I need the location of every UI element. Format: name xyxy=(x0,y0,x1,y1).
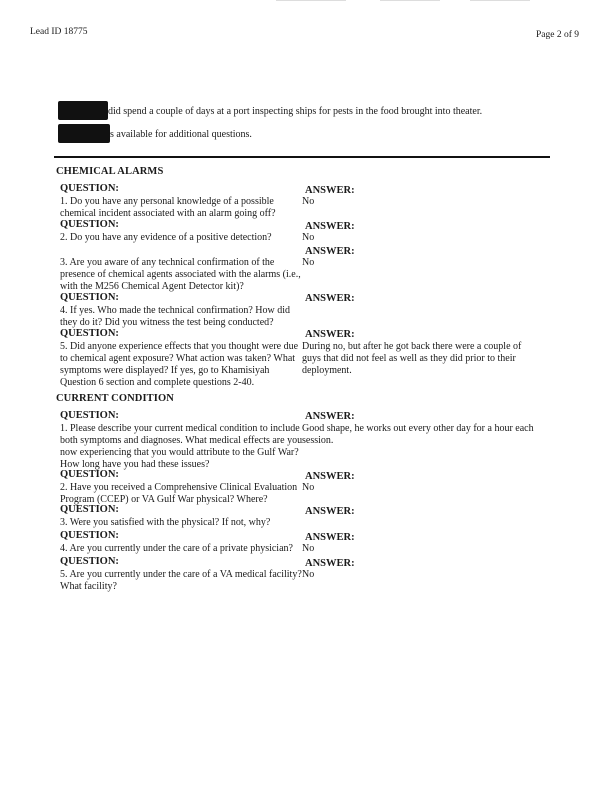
question-label: QUESTION: xyxy=(60,410,119,421)
question-label: QUESTION: xyxy=(60,292,119,303)
question-text: 5. Did anyone experience effects that you thought were due to chemical agent exposure? What action was taken? What symptoms were displayed? If yes, go to Khamisiyah Question 6 section and complete questions 2-40. xyxy=(60,341,299,388)
question-text: 1. Please describe your current medical condition to include both symptoms and diagnoses. What medical effects are you now experiencing that you would attribute to the Gulf War? How long have you had these issues? xyxy=(60,423,303,470)
answer-text: No xyxy=(302,569,315,580)
answer-text: No xyxy=(302,482,315,493)
scan-artifact-line xyxy=(470,0,530,1)
intro-line-1: did spend a couple of days at a port inspecting ships for pests in the food brought into theater. xyxy=(108,106,483,117)
question-text: 5. Are you currently under the care of a VA medical facility? What facility? xyxy=(60,569,302,592)
question-label: QUESTION: xyxy=(60,219,119,230)
answer-label: ANSWER: xyxy=(305,558,355,569)
lead-id: Lead ID 18775 xyxy=(30,27,88,37)
question-label: QUESTION: xyxy=(60,328,119,339)
question-label: QUESTION: xyxy=(60,530,119,541)
answer-label: ANSWER: xyxy=(305,532,355,543)
question-text: 3. Are you aware of any technical confirmation of the presence of chemical agents associated with the alarms (i.e., with the M256 Chemical Agent Detector kit)? xyxy=(60,257,301,292)
answer-label: ANSWER: xyxy=(305,506,355,517)
answer-text: No xyxy=(302,257,315,268)
answer-text: No xyxy=(302,232,315,243)
answer-label: ANSWER: xyxy=(305,221,355,232)
answer-label: ANSWER: xyxy=(305,411,355,422)
question-text: 4. If yes. Who made the technical confirmation? How did they do it? Did you witness the test being conducted? xyxy=(60,305,291,328)
question-label: QUESTION: xyxy=(60,504,119,515)
section-title-chemical-alarms: CHEMICAL ALARMS xyxy=(56,166,164,177)
question-label: QUESTION: xyxy=(60,469,119,480)
page-number: Page 2 of 9 xyxy=(536,30,580,40)
divider-rule xyxy=(54,156,550,158)
question-text: 3. Were you satisfied with the physical? If not, why? xyxy=(60,517,271,528)
section-title-current-condition: CURRENT CONDITION xyxy=(56,393,174,404)
intro-line-2: s available for additional questions. xyxy=(110,129,252,140)
answer-label: ANSWER: xyxy=(305,293,355,304)
answer-text: Good shape, he works out every other day for a hour each session. xyxy=(302,423,534,446)
answer-label: ANSWER: xyxy=(305,246,355,257)
redaction-block xyxy=(58,101,108,120)
answer-text: No xyxy=(302,196,315,207)
scan-artifact-line xyxy=(276,0,346,1)
question-label: QUESTION: xyxy=(60,556,119,567)
answer-label: ANSWER: xyxy=(305,185,355,196)
answer-text: No xyxy=(302,543,315,554)
question-text: 2. Have you received a Comprehensive Clinical Evaluation Program (CCEP) or VA Gulf War physical? Where? xyxy=(60,482,298,505)
question-text: 2. Do you have any evidence of a positive detection? xyxy=(60,232,272,243)
question-text: 1. Do you have any personal knowledge of a possible chemical incident associated with an alarm going off? xyxy=(60,196,276,219)
redaction-block xyxy=(58,124,110,143)
question-text: 4. Are you currently under the care of a private physician? xyxy=(60,543,293,554)
answer-label: ANSWER: xyxy=(305,329,355,340)
answer-text: During no, but after he got back there were a couple of guys that did not feel as well as they did prior to their deployment. xyxy=(302,341,522,376)
scan-artifact-line xyxy=(380,0,440,1)
answer-label: ANSWER: xyxy=(305,471,355,482)
question-label: QUESTION: xyxy=(60,183,119,194)
